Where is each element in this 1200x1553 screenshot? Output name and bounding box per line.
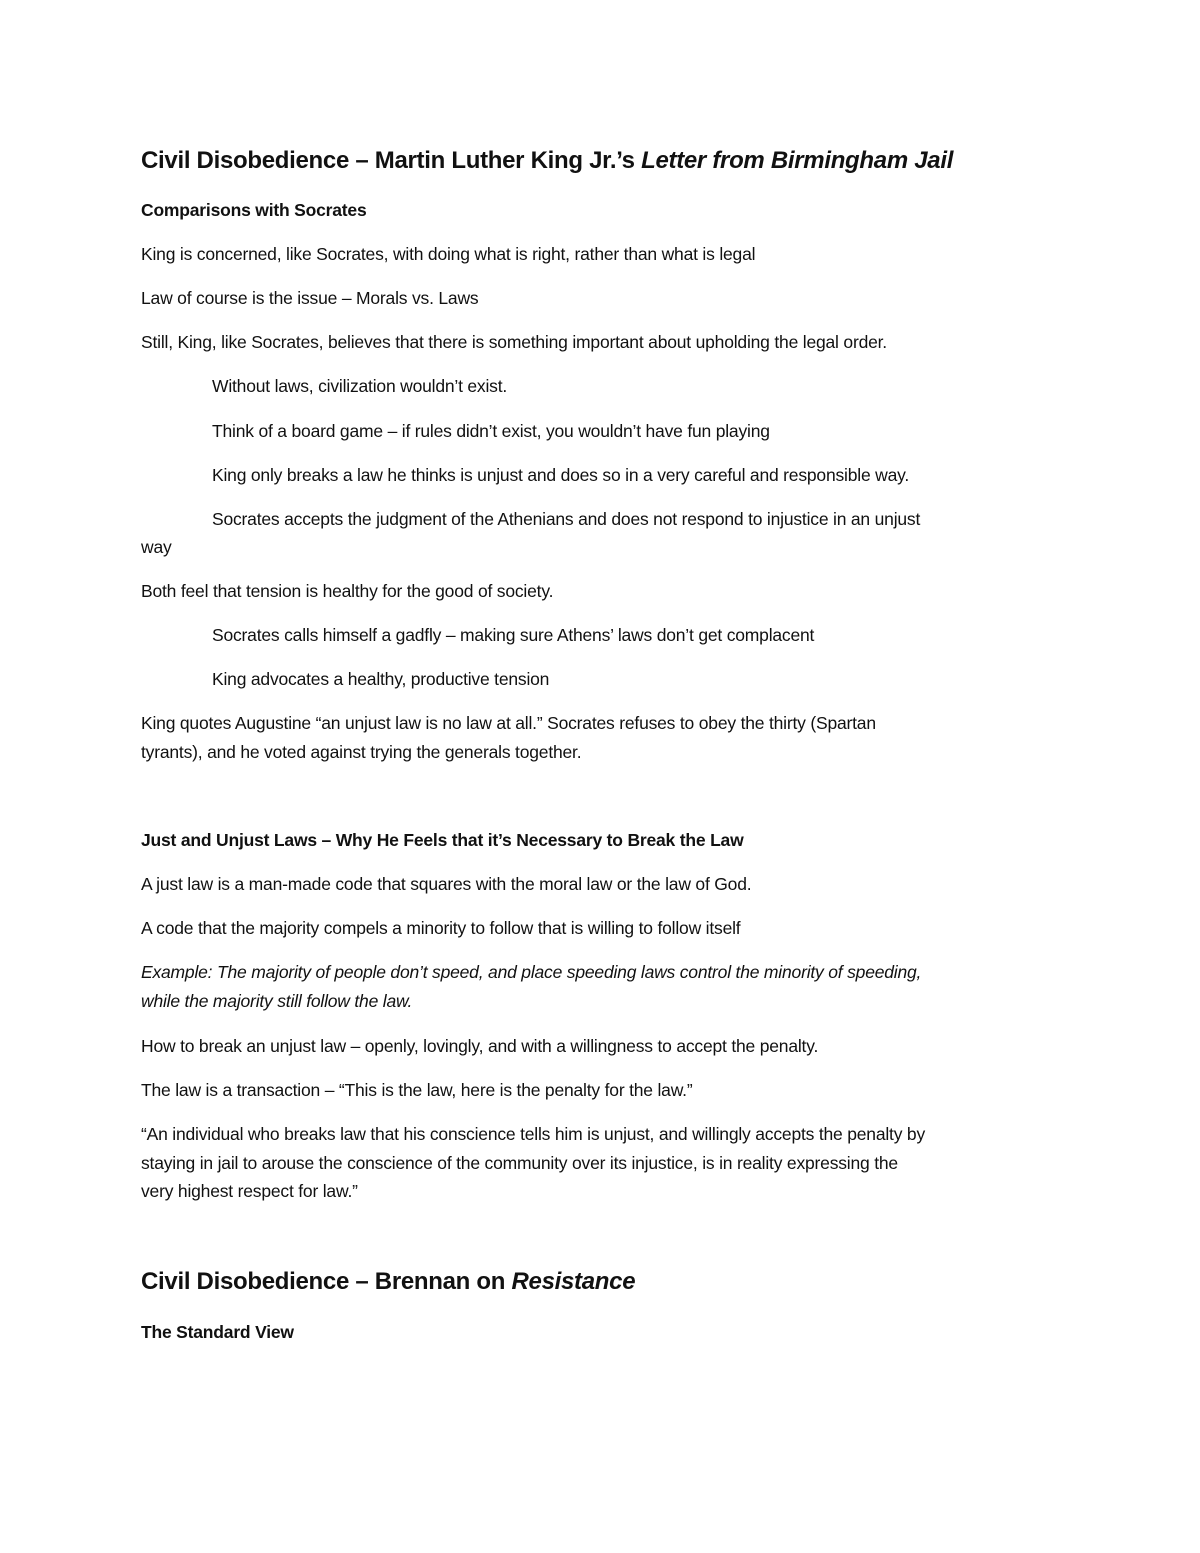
paragraph-continuation: way [141,537,172,557]
quote-paragraph-continuation: staying in jail to arouse the conscience of the community over its injustice, is in reality expressing the [141,1153,898,1173]
subheading-comparisons: Comparisons with Socrates [141,200,367,220]
example-paragraph: Example: The majority of people don’t speed, and place speeding laws control the minority of speeding, [141,962,922,982]
paragraph: The law is a transaction – “This is the law, here is the penalty for the law.” [141,1080,693,1100]
paragraph: A code that the majority compels a minority to follow that is willing to follow itself [141,918,741,938]
paragraph: Still, King, like Socrates, believes that there is something important about upholding the legal order. [141,332,887,352]
section-2-title-italic: Resistance [511,1268,636,1295]
indented-paragraph: Think of a board game – if rules didn’t exist, you wouldn’t have fun playing [212,421,770,441]
section-1-title-main: Civil Disobedience – Martin Luther King Jr.’s [141,147,642,174]
paragraph: Law of course is the issue – Morals vs. Laws [141,288,479,308]
section-1-title-italic: Letter from Birmingham Jail [641,147,954,174]
indented-paragraph: King advocates a healthy, productive tension [212,669,550,689]
paragraph: How to break an unjust law – openly, lovingly, and with a willingness to accept the penalty. [141,1036,819,1056]
indented-paragraph: Without laws, civilization wouldn’t exist. [212,376,508,396]
paragraph: A just law is a man-made code that squares with the moral law or the law of God. [141,874,752,894]
indented-paragraph: King only breaks a law he thinks is unjust and does so in a very careful and responsible way. [212,465,910,485]
section-1-title [141,146,953,176]
section-2-title [141,1267,635,1297]
paragraph: Both feel that tension is healthy for the good of society. [141,581,554,601]
paragraph: King quotes Augustine “an unjust law is no law at all.” Socrates refuses to obey the thirty (Spartan [141,713,876,733]
indented-paragraph: Socrates accepts the judgment of the Athenians and does not respond to injustice in an unjust [212,509,921,529]
paragraph: King is concerned, like Socrates, with doing what is right, rather than what is legal [141,244,756,264]
paragraph-continuation: tyrants), and he voted against trying the generals together. [141,742,582,762]
quote-paragraph-continuation: very highest respect for law.” [141,1181,358,1201]
example-paragraph-continuation: while the majority still follow the law. [141,991,413,1011]
section-2-title-main: Civil Disobedience – Brennan on [141,1268,512,1295]
quote-paragraph: “An individual who breaks law that his conscience tells him is unjust, and willingly accepts the penalty by [141,1124,926,1144]
subheading-just-unjust-laws: Just and Unjust Laws – Why He Feels that it’s Necessary to Break the Law [141,830,744,850]
indented-paragraph: Socrates calls himself a gadfly – making sure Athens’ laws don’t get complacent [212,625,815,645]
subheading-standard-view: The Standard View [141,1322,294,1342]
